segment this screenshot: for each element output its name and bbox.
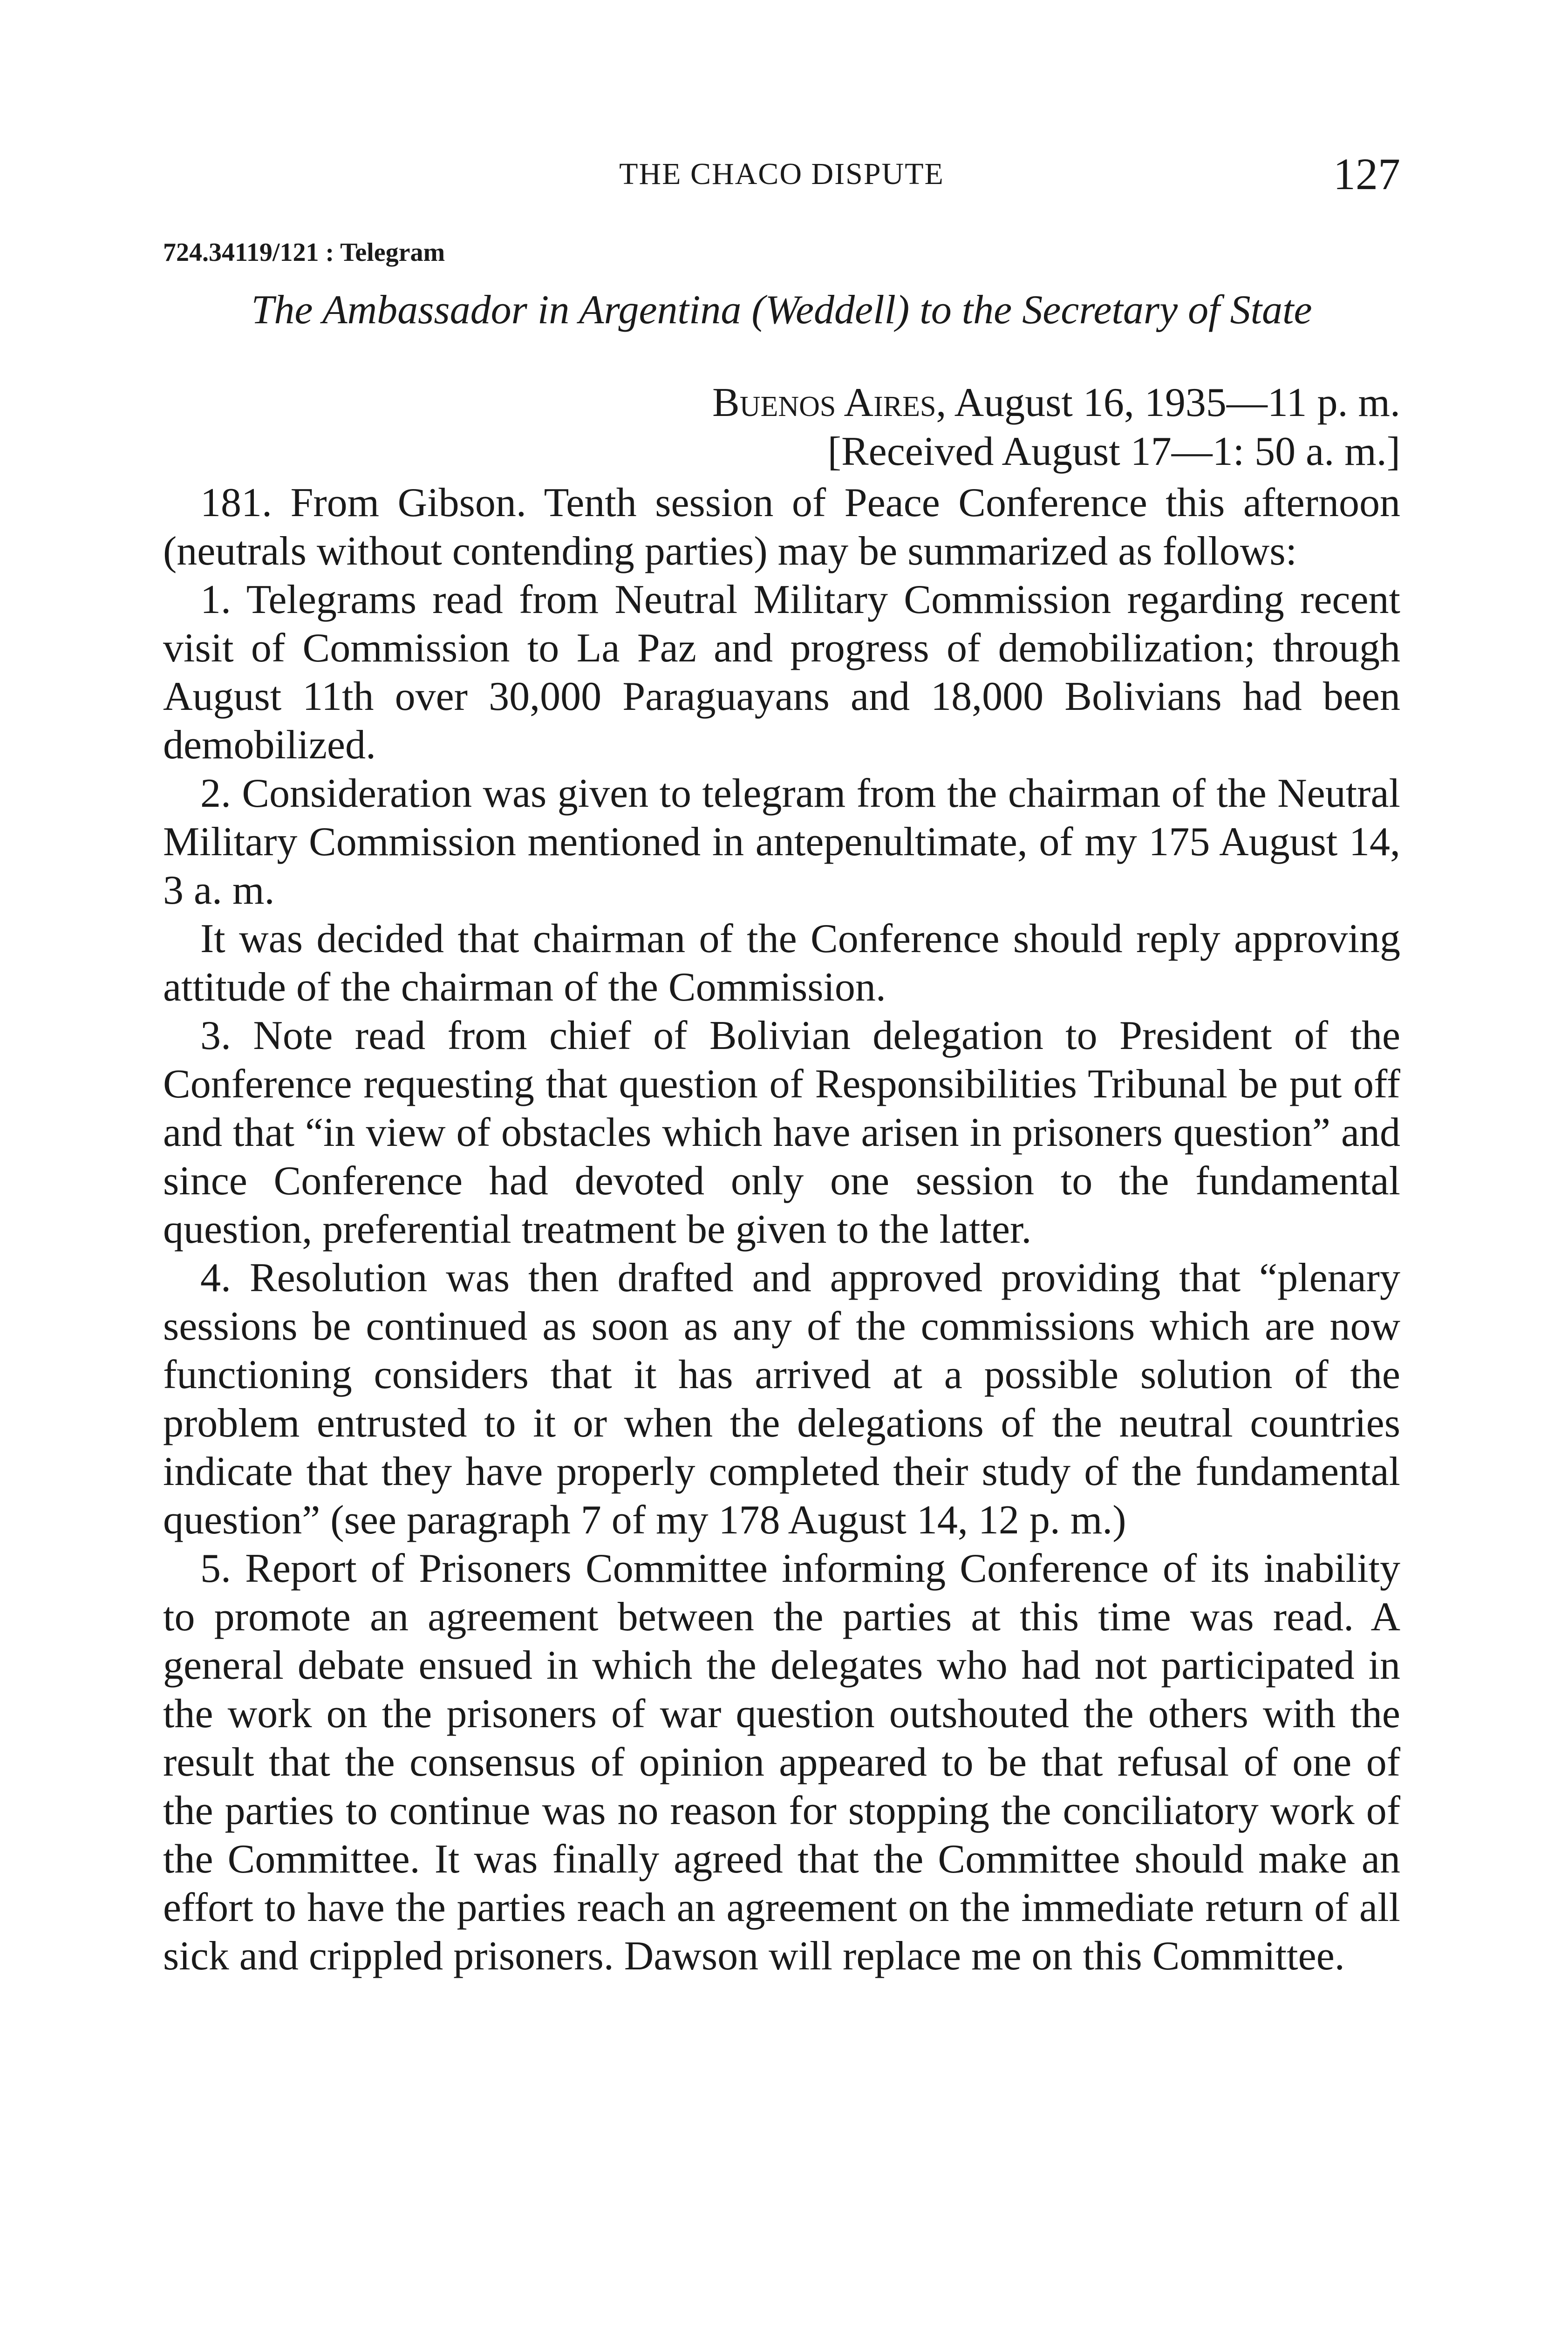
dateline-received: [Received August 17—1: 50 a. m.] — [827, 429, 1400, 474]
dateline — [608, 378, 1400, 476]
paragraph-item-2: 2. Consideration was given to telegram from the chairman of the Neutral Military Commission mentioned in antepenultimate, of my 175 August 14, 3 a. m. — [163, 771, 1400, 913]
running-title: THE CHACO DISPUTE — [619, 157, 944, 191]
paragraph-item-4: 4. Resolution was then drafted and approved providing that “plenary sessions be continued as soon as any of the commissions which are now functioning considers that it has arrived at a possible solution of the problem entrusted to it or when the delegations of the neutral countries indicate that they have properly completed their study of the fundamental question” (see paragraph 7 of my 178 August 14, 12 p. m.) — [163, 1255, 1400, 1543]
telegram-body — [163, 479, 1400, 1981]
paragraph-item-1: 1. Telegrams read from Neutral Military Commission regarding recent visit of Commission to La Paz and progress of demobilization; through August 11th over 30,000 Paraguayans and 18,000 Bolivians had been demobilized. — [163, 577, 1400, 768]
file-reference: 724.34119/121 : Telegram — [163, 238, 445, 267]
document-title: The Ambassador in Argentina (Weddell) to the Secretary of State — [251, 287, 1312, 333]
paragraph-decision: It was decided that chairman of the Conference should reply approving attitude of the chairman of the Commission. — [163, 916, 1400, 1010]
dateline-place: Buenos Aires — [712, 380, 936, 425]
paragraph-item-3: 3. Note read from chief of Bolivian delegation to President of the Conference requesting that question of Responsibilities Tribunal be put off and that “in view of obstacles which have arisen in prisoners question” and since Conference had devoted only one session to the fundamental question, preferential treatment be given to the latter. — [163, 1013, 1400, 1252]
dateline-sent — [608, 378, 1400, 427]
page-number: 127 — [1333, 149, 1400, 199]
paragraph-item-5: 5. Report of Prisoners Committee informing Conference of its inability to promote an agreement between the parties at this time was read. A general debate ensued in which the delegates who had not participated in the work on the prisoners of war question outshouted the others with the result that the consensus of opinion appeared to be that refusal of one of the parties to continue was no reason for stopping the conciliatory work of the Committee. It was finally agreed that the Committee should make an effort to have the parties reach an agreement on the immediate return of all sick and crippled prisoners. Dawson will replace me on this Committee. — [163, 1546, 1400, 1979]
dateline-sent-time: , August 16, 1935—11 p. m. — [936, 380, 1400, 425]
paragraph-intro: 181. From Gibson. Tenth session of Peace Conference this afternoon (neutrals without contending parties) may be summarized as follows: — [163, 480, 1400, 574]
running-head — [163, 148, 1400, 199]
